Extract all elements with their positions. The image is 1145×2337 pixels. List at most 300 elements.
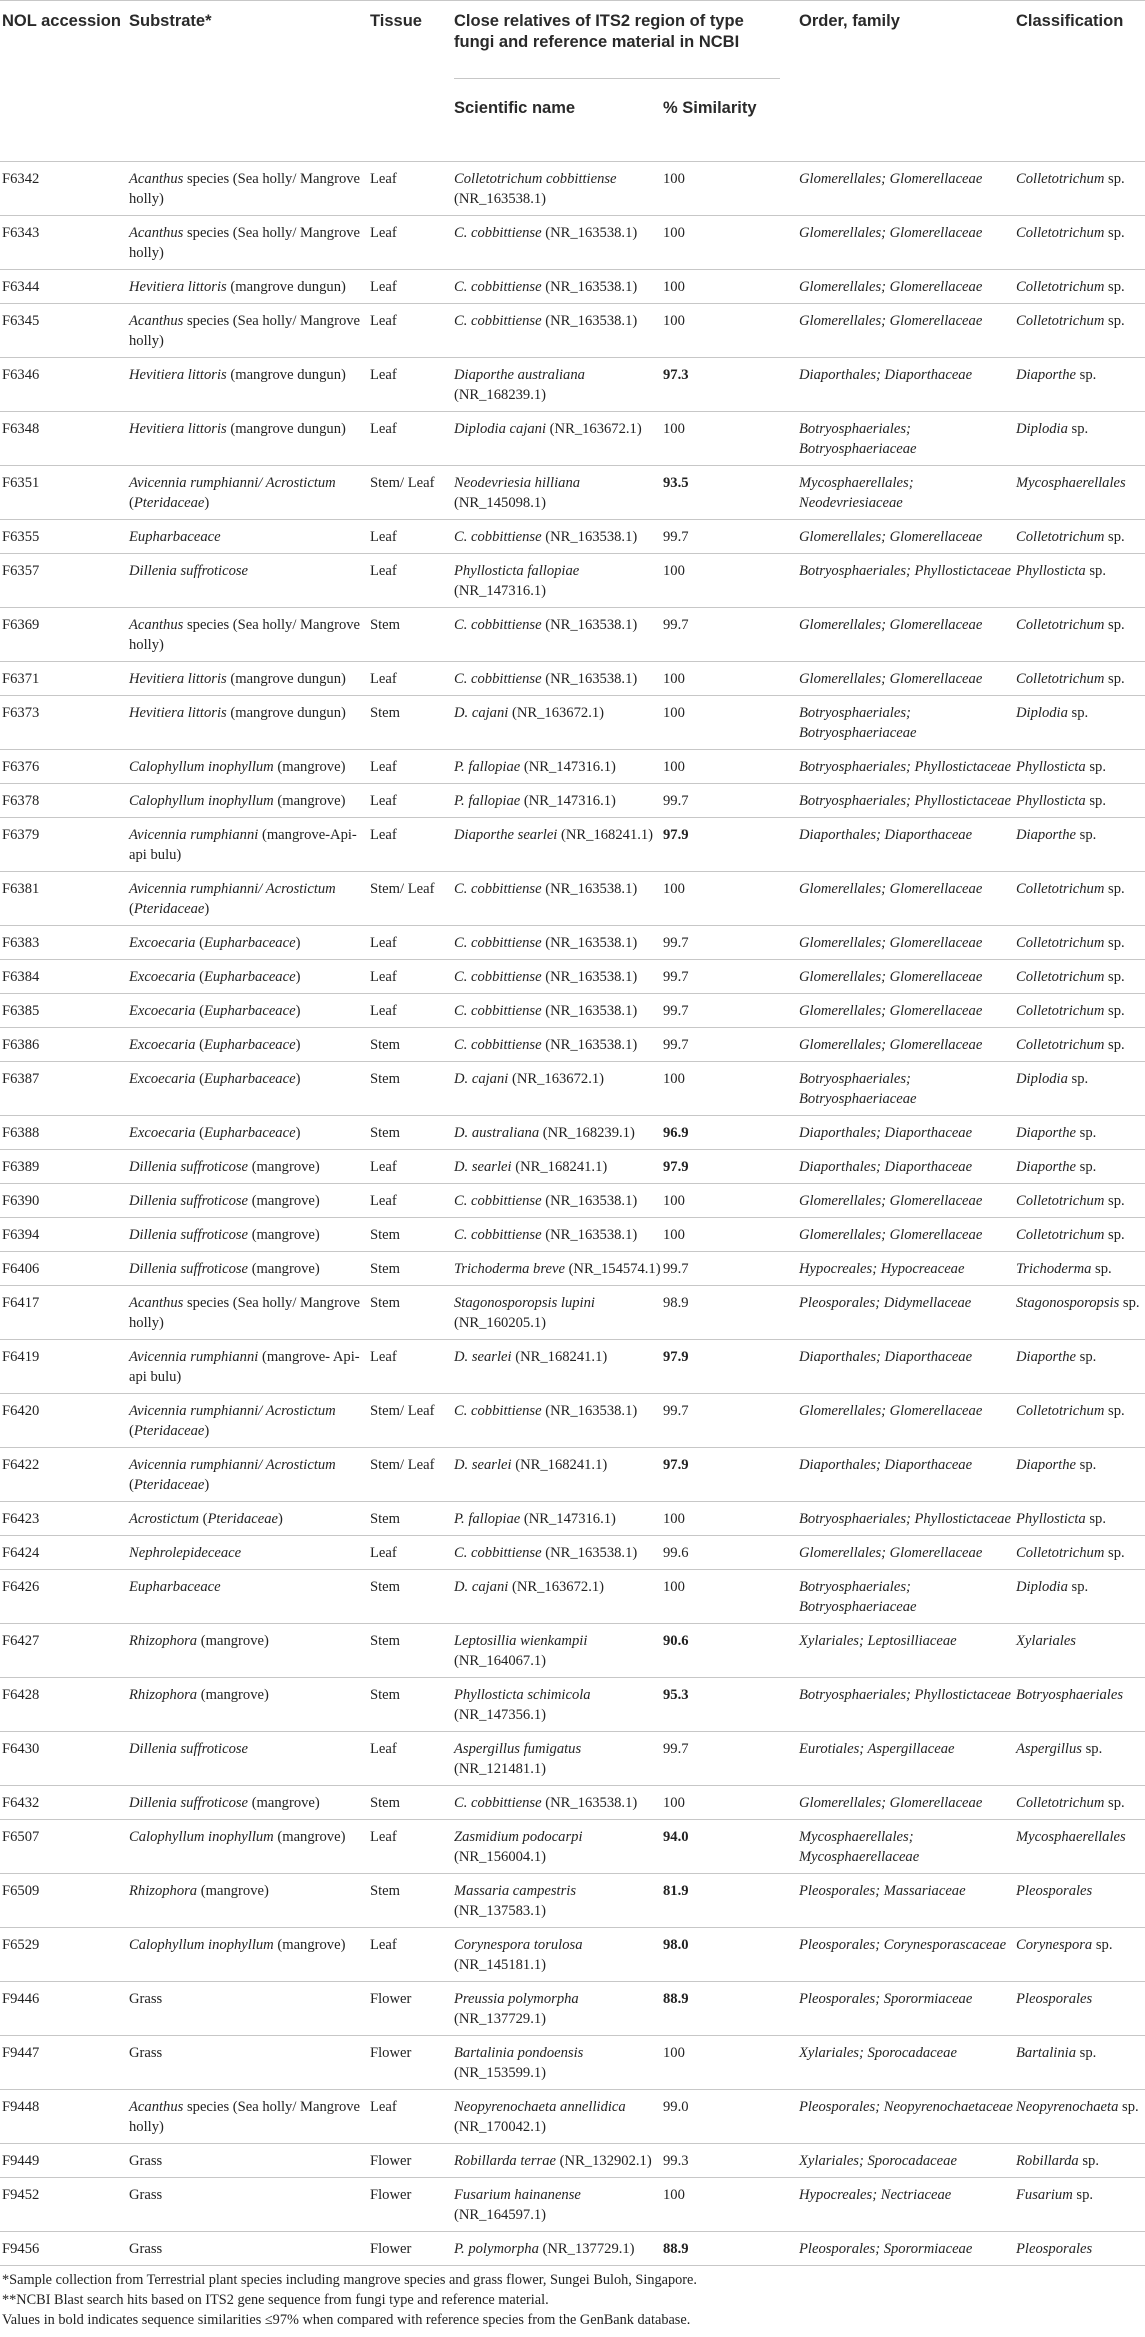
cell-order-family: Pleosporales; Neopyrenochaetaceae <box>799 2099 1013 2115</box>
cell-classification: Colletotrichum sp. <box>1016 171 1125 187</box>
cell-order-family: Pleosporales; Sporormiaceae <box>799 1991 973 2007</box>
cell-substrate: Dillenia suffroticose (mangrove) <box>129 1227 320 1243</box>
cell-substrate: Grass <box>129 2153 163 2169</box>
cell-tissue: Leaf <box>370 935 397 951</box>
cell-similarity: 99.7 <box>663 1003 689 1019</box>
cell-order-family: Botryosphaeriales; Phyllostictaceae <box>799 1511 1011 1527</box>
cell-scientific-name: Corynespora torulosa (NR_145181.1) <box>454 1937 583 1973</box>
cell-similarity: 99.7 <box>663 1741 689 1757</box>
cell-order-family: Diaporthales; Diaporthaceae <box>799 1125 973 1141</box>
cell-classification: Colletotrichum sp. <box>1016 881 1125 897</box>
cell-scientific-name: D. searlei (NR_168241.1) <box>454 1349 608 1365</box>
cell-tissue: Stem <box>370 705 400 721</box>
cell-order-family: Botryosphaeriales; Phyllostictaceae <box>799 1687 1011 1703</box>
cell-nol-accession: F9456 <box>2 2241 40 2257</box>
cell-classification: Colletotrichum sp. <box>1016 1795 1125 1811</box>
cell-tissue: Leaf <box>370 225 397 241</box>
cell-tissue: Leaf <box>370 827 397 843</box>
cell-substrate: Grass <box>129 2187 163 2203</box>
cell-substrate: Eupharbaceace <box>129 1579 221 1595</box>
cell-scientific-name: Phyllosticta schimicola (NR_147356.1) <box>454 1687 591 1723</box>
cell-similarity: 94.0 <box>663 1829 689 1845</box>
cell-tissue: Stem <box>370 617 400 633</box>
cell-classification: Diaporthe sp. <box>1016 827 1097 843</box>
table-row <box>0 2036 1145 2090</box>
table-row <box>0 1536 1145 1570</box>
cell-order-family: Glomerellales; Glomerellaceae <box>799 1003 983 1019</box>
cell-substrate: Dillenia suffroticose (mangrove) <box>129 1159 320 1175</box>
cell-nol-accession: F9447 <box>2 2045 40 2061</box>
cell-tissue: Leaf <box>370 313 397 329</box>
cell-order-family: Botryosphaeriales; Botryosphaeriaceae <box>799 421 917 457</box>
cell-order-family: Xylariales; Sporocadaceae <box>799 2045 957 2061</box>
cell-scientific-name: Diaporthe searlei (NR_168241.1) <box>454 827 654 843</box>
cell-substrate: Hevitiera littoris (mangrove dungun) <box>129 279 346 295</box>
cell-tissue: Leaf <box>370 1159 397 1175</box>
cell-tissue: Stem <box>370 1633 400 1649</box>
cell-substrate: Dillenia suffroticose (mangrove) <box>129 1193 320 1209</box>
cell-classification: Fusarium sp. <box>1016 2187 1094 2203</box>
cell-classification: Pleosporales <box>1016 1883 1093 1899</box>
cell-nol-accession: F6432 <box>2 1795 40 1811</box>
cell-tissue: Leaf <box>370 171 397 187</box>
cell-nol-accession: F6373 <box>2 705 40 721</box>
cell-order-family: Glomerellales; Glomerellaceae <box>799 969 983 985</box>
cell-scientific-name: Leptosillia wienkampii (NR_164067.1) <box>454 1633 588 1669</box>
cell-tissue: Leaf <box>370 1193 397 1209</box>
cell-similarity: 100 <box>663 279 685 295</box>
cell-classification: Colletotrichum sp. <box>1016 279 1125 295</box>
cell-similarity: 99.7 <box>663 617 689 633</box>
cell-substrate: Acanthus species (Sea holly/ Mangrove holly) <box>129 617 361 653</box>
cell-nol-accession: F6529 <box>2 1937 40 1953</box>
cell-similarity: 100 <box>663 171 685 187</box>
cell-tissue: Stem <box>370 1511 400 1527</box>
table-row <box>0 608 1145 662</box>
cell-similarity: 99.7 <box>663 1403 689 1419</box>
cell-scientific-name: C. cobbittiense (NR_163538.1) <box>454 279 638 295</box>
cell-substrate: Hevitiera littoris (mangrove dungun) <box>129 705 346 721</box>
cell-similarity: 88.9 <box>663 2241 689 2257</box>
cell-tissue: Stem/ Leaf <box>370 881 435 897</box>
table-row <box>0 1340 1145 1394</box>
cell-tissue: Stem <box>370 1125 400 1141</box>
cell-substrate: Avicennia rumphianni/ Acrostictum (Pteridaceae) <box>129 475 336 511</box>
cell-substrate: Acanthus species (Sea holly/ Mangrove holly) <box>129 171 361 207</box>
cell-classification: Colletotrichum sp. <box>1016 313 1125 329</box>
cell-scientific-name: C. cobbittiense (NR_163538.1) <box>454 1403 638 1419</box>
cell-tissue: Stem <box>370 1037 400 1053</box>
cell-classification: Phyllosticta sp. <box>1016 563 1106 579</box>
cell-tissue: Leaf <box>370 529 397 545</box>
cell-order-family: Diaporthales; Diaporthaceae <box>799 827 973 843</box>
header-scientific-name: Scientific name <box>454 99 576 117</box>
table-row <box>0 960 1145 994</box>
cell-scientific-name: C. cobbittiense (NR_163538.1) <box>454 225 638 241</box>
cell-scientific-name: D. searlei (NR_168241.1) <box>454 1159 608 1175</box>
cell-scientific-name: P. fallopiae (NR_147316.1) <box>454 1511 616 1527</box>
cell-scientific-name: Preussia polymorpha (NR_137729.1) <box>454 1991 579 2027</box>
cell-substrate: Acrostictum (Pteridaceae) <box>129 1511 283 1527</box>
header-close-relatives: Close relatives of ITS2 region of type fungi and reference material in NCBI <box>454 12 744 51</box>
cell-order-family: Diaporthales; Diaporthaceae <box>799 1159 973 1175</box>
cell-order-family: Glomerellales; Glomerellaceae <box>799 935 983 951</box>
table-row <box>0 162 1145 216</box>
table-row <box>0 1252 1145 1286</box>
cell-substrate: Hevitiera littoris (mangrove dungun) <box>129 367 346 383</box>
cell-similarity: 100 <box>663 313 685 329</box>
cell-substrate: Acanthus species (Sea holly/ Mangrove holly) <box>129 313 361 349</box>
cell-nol-accession: F6371 <box>2 671 40 687</box>
cell-order-family: Botryosphaeriales; Botryosphaeriaceae <box>799 705 917 741</box>
cell-order-family: Diaporthales; Diaporthaceae <box>799 1457 973 1473</box>
cell-scientific-name: Stagonosporopsis lupini (NR_160205.1) <box>454 1295 595 1331</box>
table-row <box>0 750 1145 784</box>
cell-classification: Pleosporales <box>1016 1991 1093 2007</box>
cell-nol-accession: F6388 <box>2 1125 40 1141</box>
cell-classification: Diaporthe sp. <box>1016 1349 1097 1365</box>
cell-scientific-name: C. cobbittiense (NR_163538.1) <box>454 1227 638 1243</box>
header-similarity: % Similarity <box>663 99 757 117</box>
cell-substrate: Dillenia suffroticose (mangrove) <box>129 1261 320 1277</box>
cell-order-family: Diaporthales; Diaporthaceae <box>799 1349 973 1365</box>
cell-nol-accession: F6387 <box>2 1071 40 1087</box>
cell-substrate: Acanthus species (Sea holly/ Mangrove holly) <box>129 2099 361 2135</box>
cell-tissue: Stem <box>370 1883 400 1899</box>
cell-tissue: Flower <box>370 2187 412 2203</box>
table-row <box>0 1570 1145 1624</box>
cell-substrate: Excoecaria (Eupharbaceace) <box>129 935 301 951</box>
cell-tissue: Stem <box>370 1795 400 1811</box>
cell-nol-accession: F6386 <box>2 1037 40 1053</box>
cell-scientific-name: Zasmidium podocarpi (NR_156004.1) <box>454 1829 583 1865</box>
cell-nol-accession: F6355 <box>2 529 40 545</box>
cell-classification: Aspergillus sp. <box>1016 1741 1103 1757</box>
cell-substrate: Rhizophora (mangrove) <box>129 1687 269 1703</box>
cell-similarity: 96.9 <box>663 1125 689 1141</box>
cell-classification: Colletotrichum sp. <box>1016 671 1125 687</box>
table-row <box>0 1874 1145 1928</box>
table-row <box>0 1786 1145 1820</box>
cell-order-family: Botryosphaeriales; Phyllostictaceae <box>799 759 1011 775</box>
table-row <box>0 696 1145 750</box>
cell-tissue: Leaf <box>370 671 397 687</box>
table-row <box>0 926 1145 960</box>
cell-order-family: Glomerellales; Glomerellaceae <box>799 881 983 897</box>
cell-scientific-name: C. cobbittiense (NR_163538.1) <box>454 935 638 951</box>
cell-similarity: 88.9 <box>663 1991 689 2007</box>
cell-similarity: 97.9 <box>663 827 689 843</box>
table-row <box>0 818 1145 872</box>
cell-classification: Phyllosticta sp. <box>1016 1511 1106 1527</box>
cell-order-family: Pleosporales; Didymellaceae <box>799 1295 972 1311</box>
cell-substrate: Dillenia suffroticose <box>129 1741 249 1757</box>
cell-substrate: Nephrolepideceace <box>129 1545 242 1561</box>
cell-similarity: 98.0 <box>663 1937 689 1953</box>
table-row <box>0 1394 1145 1448</box>
cell-scientific-name: Neopyrenochaeta annellidica (NR_170042.1) <box>454 2099 626 2135</box>
cell-similarity: 100 <box>663 2187 685 2203</box>
table-row <box>0 1732 1145 1786</box>
cell-order-family: Glomerellales; Glomerellaceae <box>799 225 983 241</box>
cell-substrate: Dillenia suffroticose <box>129 563 249 579</box>
cell-nol-accession: F6507 <box>2 1829 40 1845</box>
table-row <box>0 2178 1145 2232</box>
cell-order-family: Mycosphaerellales; Mycosphaerellaceae <box>799 1829 920 1865</box>
cell-classification: Colletotrichum sp. <box>1016 1193 1125 1209</box>
cell-similarity: 100 <box>663 225 685 241</box>
cell-scientific-name: C. cobbittiense (NR_163538.1) <box>454 1193 638 1209</box>
table-row <box>0 1062 1145 1116</box>
cell-scientific-name: D. searlei (NR_168241.1) <box>454 1457 608 1473</box>
cell-substrate: Avicennia rumphianni/ Acrostictum (Pteridaceae) <box>129 881 336 917</box>
cell-nol-accession: F6342 <box>2 171 40 187</box>
cell-similarity: 100 <box>663 563 685 579</box>
table-row <box>0 520 1145 554</box>
cell-classification: Colletotrichum sp. <box>1016 1037 1125 1053</box>
table-row <box>0 784 1145 818</box>
cell-tissue: Stem/ Leaf <box>370 475 435 491</box>
cell-order-family: Glomerellales; Glomerellaceae <box>799 671 983 687</box>
cell-similarity: 99.7 <box>663 1037 689 1053</box>
cell-nol-accession: F6427 <box>2 1633 40 1649</box>
cell-nol-accession: F9448 <box>2 2099 40 2115</box>
cell-order-family: Pleosporales; Sporormiaceae <box>799 2241 973 2257</box>
cell-classification: Colletotrichum sp. <box>1016 1227 1125 1243</box>
cell-order-family: Glomerellales; Glomerellaceae <box>799 313 983 329</box>
cell-similarity: 98.9 <box>663 1295 689 1311</box>
cell-substrate: Grass <box>129 1991 163 2007</box>
cell-tissue: Stem <box>370 1579 400 1595</box>
cell-similarity: 99.7 <box>663 969 689 985</box>
cell-order-family: Eurotiales; Aspergillaceae <box>799 1741 955 1757</box>
table-row <box>0 358 1145 412</box>
cell-order-family: Glomerellales; Glomerellaceae <box>799 529 983 545</box>
cell-classification: Bartalinia sp. <box>1016 2045 1097 2061</box>
cell-tissue: Leaf <box>370 1829 397 1845</box>
cell-classification: Trichoderma sp. <box>1016 1261 1112 1277</box>
cell-classification: Pleosporales <box>1016 2241 1093 2257</box>
cell-scientific-name: Diaporthe australiana (NR_168239.1) <box>454 367 585 403</box>
header-substrate: Substrate* <box>129 12 212 30</box>
cell-scientific-name: P. polymorpha (NR_137729.1) <box>454 2241 635 2257</box>
table-row <box>0 1218 1145 1252</box>
cell-nol-accession: F6422 <box>2 1457 40 1473</box>
cell-tissue: Leaf <box>370 367 397 383</box>
table-row <box>0 1286 1145 1340</box>
cell-classification: Colletotrichum sp. <box>1016 1003 1125 1019</box>
cell-similarity: 97.9 <box>663 1159 689 1175</box>
cell-classification: Mycosphaerellales <box>1016 475 1126 491</box>
cell-similarity: 100 <box>663 671 685 687</box>
cell-scientific-name: C. cobbittiense (NR_163538.1) <box>454 1545 638 1561</box>
cell-similarity: 99.7 <box>663 529 689 545</box>
cell-tissue: Leaf <box>370 1349 397 1365</box>
cell-similarity: 97.9 <box>663 1457 689 1473</box>
cell-similarity: 90.6 <box>663 1633 689 1649</box>
cell-tissue: Leaf <box>370 759 397 775</box>
cell-substrate: Excoecaria (Eupharbaceace) <box>129 1125 301 1141</box>
cell-tissue: Leaf <box>370 2099 397 2115</box>
cell-similarity: 99.7 <box>663 793 689 809</box>
cell-scientific-name: Aspergillus fumigatus (NR_121481.1) <box>454 1741 582 1777</box>
cell-order-family: Diaporthales; Diaporthaceae <box>799 367 973 383</box>
cell-classification: Corynespora sp. <box>1016 1937 1113 1953</box>
header-subrule <box>454 78 780 79</box>
cell-order-family: Glomerellales; Glomerellaceae <box>799 1227 983 1243</box>
cell-tissue: Leaf <box>370 1003 397 1019</box>
cell-order-family: Glomerellales; Glomerellaceae <box>799 1545 983 1561</box>
cell-tissue: Stem/ Leaf <box>370 1403 435 1419</box>
cell-classification: Colletotrichum sp. <box>1016 529 1125 545</box>
cell-classification: Diplodia sp. <box>1016 421 1089 437</box>
cell-scientific-name: C. cobbittiense (NR_163538.1) <box>454 1037 638 1053</box>
cell-scientific-name: Colletotrichum cobbittiense (NR_163538.1) <box>454 171 617 207</box>
cell-substrate: Grass <box>129 2241 163 2257</box>
cell-classification: Phyllosticta sp. <box>1016 793 1106 809</box>
table-row <box>0 1448 1145 1502</box>
cell-nol-accession: F6420 <box>2 1403 40 1419</box>
cell-similarity: 99.7 <box>663 1261 689 1277</box>
cell-substrate: Avicennia rumphianni/ Acrostictum (Pteridaceae) <box>129 1403 336 1439</box>
cell-substrate: Avicennia rumphianni/ Acrostictum (Pteridaceae) <box>129 1457 336 1493</box>
cell-similarity: 100 <box>663 1579 685 1595</box>
cell-scientific-name: Massaria campestris (NR_137583.1) <box>454 1883 577 1919</box>
cell-order-family: Glomerellales; Glomerellaceae <box>799 1403 983 1419</box>
cell-similarity: 100 <box>663 2045 685 2061</box>
cell-similarity: 99.6 <box>663 1545 689 1561</box>
cell-classification: Diplodia sp. <box>1016 1579 1089 1595</box>
footnote: Values in bold indicates sequence similarities ≤97% when compared with reference species from the GenBank database. <box>2 2312 691 2328</box>
cell-classification: Neopyrenochaeta sp. <box>1016 2099 1139 2115</box>
cell-order-family: Mycosphaerellales; Neodevriesiaceae <box>799 475 914 511</box>
cell-classification: Xylariales <box>1016 1633 1076 1649</box>
footnote: **NCBI Blast search hits based on ITS2 gene sequence from fungi type and reference material. <box>2 2292 549 2308</box>
cell-classification: Diplodia sp. <box>1016 1071 1089 1087</box>
cell-similarity: 100 <box>663 1227 685 1243</box>
cell-scientific-name: D. cajani (NR_163672.1) <box>454 705 604 721</box>
table-row <box>0 1150 1145 1184</box>
cell-nol-accession: F6348 <box>2 421 40 437</box>
cell-nol-accession: F6376 <box>2 759 40 775</box>
cell-order-family: Botryosphaeriales; Phyllostictaceae <box>799 563 1011 579</box>
table-row <box>0 1184 1145 1218</box>
cell-scientific-name: C. cobbittiense (NR_163538.1) <box>454 969 638 985</box>
cell-similarity: 100 <box>663 881 685 897</box>
cell-scientific-name: P. fallopiae (NR_147316.1) <box>454 793 616 809</box>
cell-substrate: Calophyllum inophyllum (mangrove) <box>129 759 346 775</box>
cell-scientific-name: D. cajani (NR_163672.1) <box>454 1071 604 1087</box>
cell-similarity: 99.7 <box>663 935 689 951</box>
table-row <box>0 2144 1145 2178</box>
footnotes <box>0 2270 1145 2330</box>
cell-similarity: 97.3 <box>663 367 689 383</box>
table-row <box>0 270 1145 304</box>
cell-classification: Colletotrichum sp. <box>1016 935 1125 951</box>
table-row <box>0 872 1145 926</box>
cell-nol-accession: F6351 <box>2 475 40 491</box>
cell-nol-accession: F6383 <box>2 935 40 951</box>
cell-scientific-name: C. cobbittiense (NR_163538.1) <box>454 881 638 897</box>
cell-similarity: 100 <box>663 759 685 775</box>
cell-tissue: Stem <box>370 1295 400 1311</box>
cell-order-family: Glomerellales; Glomerellaceae <box>799 171 983 187</box>
cell-nol-accession: F6357 <box>2 563 40 579</box>
table-row <box>0 2090 1145 2144</box>
top-rule <box>0 0 1145 1</box>
cell-nol-accession: F6385 <box>2 1003 40 1019</box>
cell-substrate: Rhizophora (mangrove) <box>129 1883 269 1899</box>
cell-classification: Stagonosporopsis sp. <box>1016 1295 1140 1311</box>
cell-scientific-name: D. australiana (NR_168239.1) <box>454 1125 635 1141</box>
table-body <box>0 162 1145 2266</box>
table-row <box>0 1028 1145 1062</box>
cell-scientific-name: C. cobbittiense (NR_163538.1) <box>454 313 638 329</box>
cell-substrate: Avicennia rumphianni (mangrove-Api-api bulu) <box>129 827 357 863</box>
cell-nol-accession: F6428 <box>2 1687 40 1703</box>
cell-order-family: Pleosporales; Massariaceae <box>799 1883 966 1899</box>
cell-tissue: Stem <box>370 1071 400 1087</box>
cell-tissue: Stem <box>370 1227 400 1243</box>
cell-nol-accession: F6346 <box>2 367 40 383</box>
cell-scientific-name: C. cobbittiense (NR_163538.1) <box>454 617 638 633</box>
cell-substrate: Excoecaria (Eupharbaceace) <box>129 1037 301 1053</box>
cell-tissue: Leaf <box>370 279 397 295</box>
cell-scientific-name: Fusarium hainanense (NR_164597.1) <box>454 2187 581 2223</box>
cell-substrate: Acanthus species (Sea holly/ Mangrove holly) <box>129 1295 361 1331</box>
cell-nol-accession: F9446 <box>2 1991 40 2007</box>
header-tissue: Tissue <box>370 12 422 30</box>
cell-tissue: Leaf <box>370 1741 397 1757</box>
cell-order-family: Xylariales; Sporocadaceae <box>799 2153 957 2169</box>
cell-substrate: Dillenia suffroticose (mangrove) <box>129 1795 320 1811</box>
cell-scientific-name: C. cobbittiense (NR_163538.1) <box>454 671 638 687</box>
cell-order-family: Botryosphaeriales; Botryosphaeriaceae <box>799 1071 917 1107</box>
cell-substrate: Eupharbaceace <box>129 529 221 545</box>
cell-scientific-name: D. cajani (NR_163672.1) <box>454 1579 604 1595</box>
cell-nol-accession: F6419 <box>2 1349 40 1365</box>
cell-nol-accession: F9449 <box>2 2153 40 2169</box>
cell-substrate: Hevitiera littoris (mangrove dungun) <box>129 421 346 437</box>
cell-scientific-name: Robillarda terrae (NR_132902.1) <box>454 2153 652 2169</box>
cell-classification: Colletotrichum sp. <box>1016 1545 1125 1561</box>
cell-substrate: Hevitiera littoris (mangrove dungun) <box>129 671 346 687</box>
table-row <box>0 1624 1145 1678</box>
table-row <box>0 1678 1145 1732</box>
cell-order-family: Glomerellales; Glomerellaceae <box>799 279 983 295</box>
table-row <box>0 1982 1145 2036</box>
cell-order-family: Glomerellales; Glomerellaceae <box>799 1795 983 1811</box>
cell-order-family: Hypocreales; Hypocreaceae <box>799 1261 965 1277</box>
cell-scientific-name: C. cobbittiense (NR_163538.1) <box>454 1795 638 1811</box>
cell-order-family: Hypocreales; Nectriaceae <box>799 2187 952 2203</box>
cell-substrate: Excoecaria (Eupharbaceace) <box>129 969 301 985</box>
cell-similarity: 100 <box>663 1511 685 1527</box>
cell-similarity: 100 <box>663 1071 685 1087</box>
cell-scientific-name: C. cobbittiense (NR_163538.1) <box>454 1003 638 1019</box>
cell-nol-accession: F6345 <box>2 313 40 329</box>
cell-nol-accession: F6378 <box>2 793 40 809</box>
cell-tissue: Leaf <box>370 793 397 809</box>
cell-nol-accession: F6424 <box>2 1545 40 1561</box>
cell-nol-accession: F6390 <box>2 1193 40 1209</box>
cell-classification: Mycosphaerellales <box>1016 1829 1126 1845</box>
cell-substrate: Grass <box>129 2045 163 2061</box>
cell-scientific-name: Neodevriesia hilliana (NR_145098.1) <box>454 475 581 511</box>
cell-similarity: 95.3 <box>663 1687 689 1703</box>
cell-nol-accession: F9452 <box>2 2187 40 2203</box>
cell-classification: Colletotrichum sp. <box>1016 617 1125 633</box>
